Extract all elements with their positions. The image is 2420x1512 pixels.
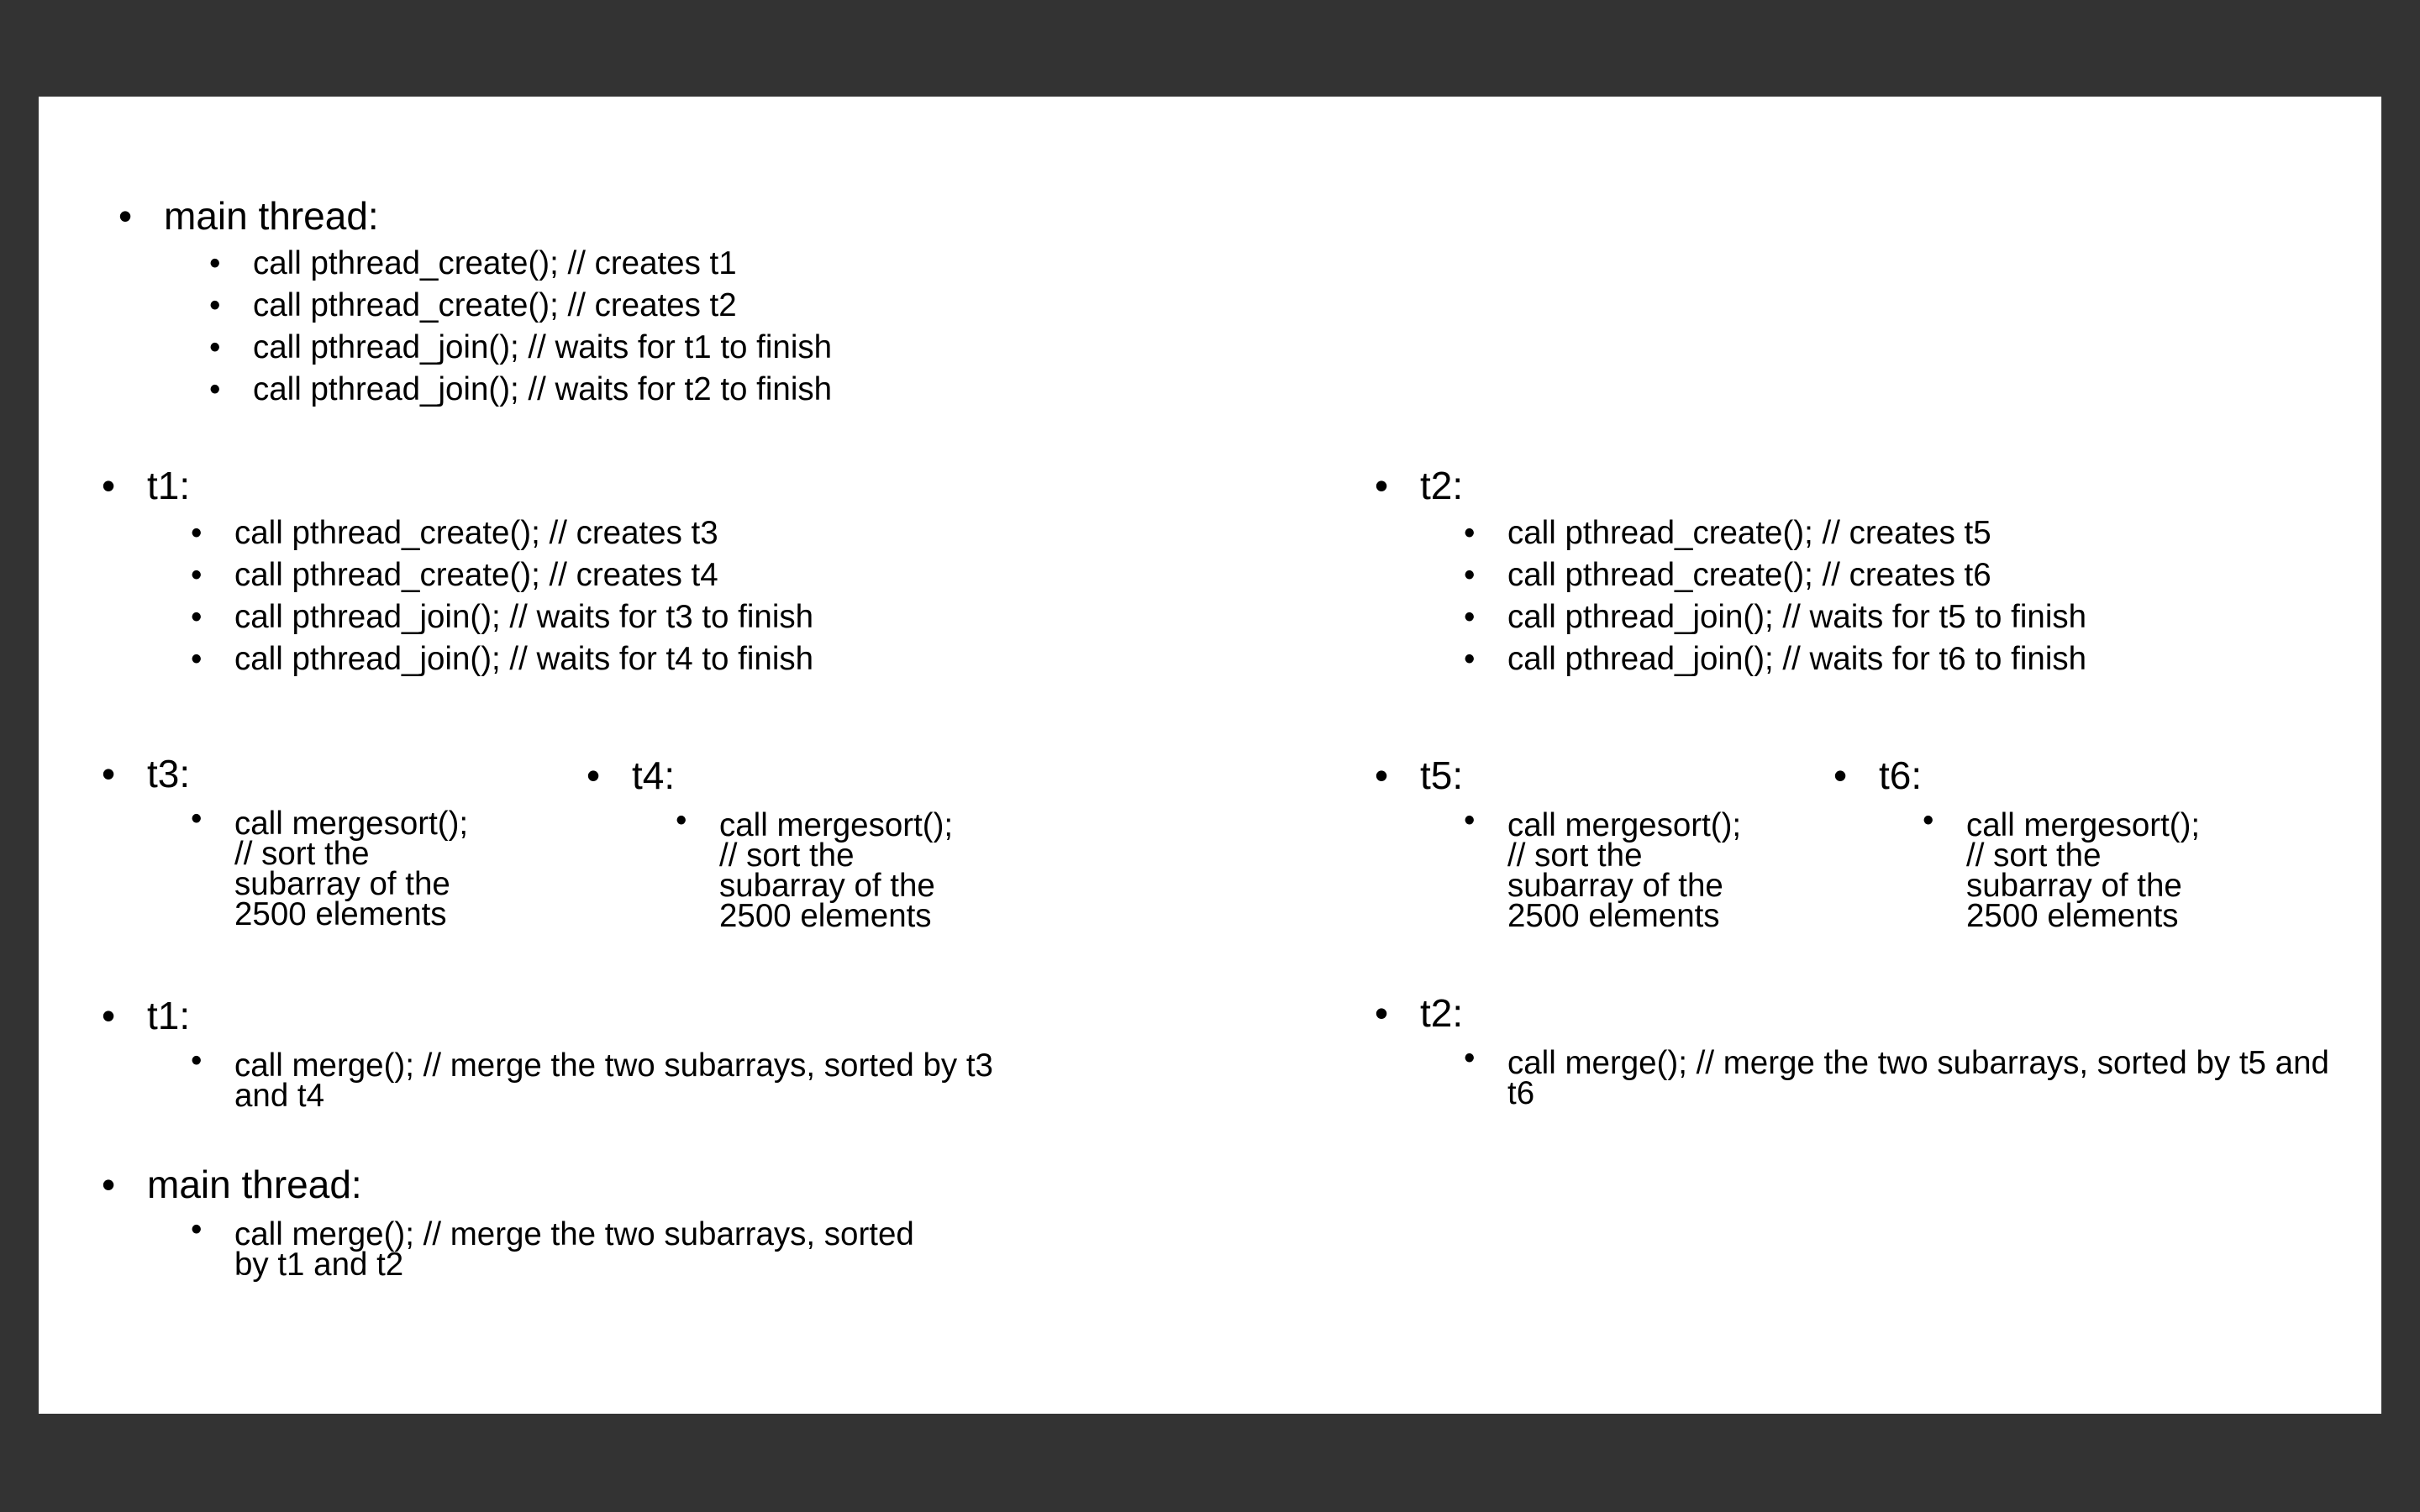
t6-title: • t6:: [1879, 752, 2218, 799]
t2-top-item: • call pthread_create(); // creates t5: [1507, 512, 2086, 554]
main-thread-top-item: • call pthread_join(); // waits for t1 to finish: [253, 327, 832, 369]
t4-title: • t4:: [632, 752, 971, 799]
t2-top-block: [1420, 462, 2086, 680]
t1-bottom-block: [147, 992, 1041, 1114]
t2-top-item: • call pthread_join(); // waits for t6 to finish: [1507, 638, 2086, 680]
t2-top-title: • t2:: [1420, 462, 2086, 509]
t3-item: • call mergesort(); // sort the subarray of the 2500 elements: [234, 809, 487, 930]
main-thread-top-block: [164, 192, 832, 411]
main-thread-top-title: • main thread:: [164, 192, 832, 239]
t3-title: • t3:: [147, 750, 487, 797]
t1-top-item: • call pthread_join(); // waits for t3 to finish: [234, 596, 813, 638]
t5-block: [1420, 752, 1760, 932]
main-thread-bottom-item: • call merge(); // merge the two subarrays, sorted by t1 and t2: [234, 1220, 957, 1280]
t1-top-item: • call pthread_create(); // creates t4: [234, 554, 813, 596]
slide: [39, 97, 2381, 1414]
main-thread-bottom-title: • main thread:: [147, 1161, 957, 1208]
t6-item: • call mergesort(); // sort the subarray of the 2500 elements: [1966, 811, 2218, 932]
main-thread-top-item: • call pthread_join(); // waits for t2 to finish: [253, 369, 832, 411]
t1-bottom-title: • t1:: [147, 992, 1041, 1039]
t2-top-item: • call pthread_join(); // waits for t5 to finish: [1507, 596, 2086, 638]
t2-bottom-block: [1420, 990, 2348, 1109]
t5-item: • call mergesort(); // sort the subarray of the 2500 elements: [1507, 811, 1760, 932]
t1-bottom-item: • call merge(); // merge the two subarrays, sorted by t3 and t4: [234, 1051, 1041, 1111]
t2-bottom-title: • t2:: [1420, 990, 2348, 1037]
t1-top-title: • t1:: [147, 462, 813, 509]
t1-top-item: • call pthread_create(); // creates t3: [234, 512, 813, 554]
t3-block: [147, 750, 487, 930]
t5-title: • t5:: [1420, 752, 1760, 799]
main-thread-bottom-block: [147, 1161, 957, 1283]
t2-bottom-item: • call merge(); // merge the two subarrays, sorted by t5 and t6: [1507, 1048, 2348, 1109]
t4-block: [632, 752, 971, 932]
t1-top-item: • call pthread_join(); // waits for t4 to finish: [234, 638, 813, 680]
t2-top-item: • call pthread_create(); // creates t6: [1507, 554, 2086, 596]
t4-item: • call mergesort(); // sort the subarray of the 2500 elements: [719, 811, 971, 932]
main-thread-top-item: • call pthread_create(); // creates t1: [253, 243, 832, 285]
main-thread-top-item: • call pthread_create(); // creates t2: [253, 285, 832, 327]
t1-top-block: [147, 462, 813, 680]
t6-block: [1879, 752, 2218, 932]
